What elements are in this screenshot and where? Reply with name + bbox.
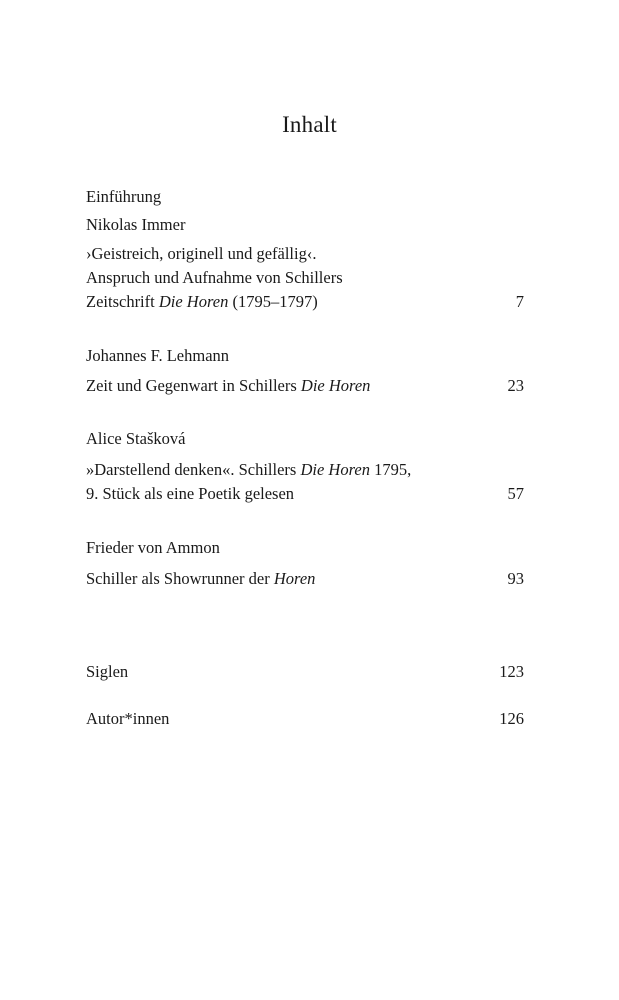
toc-entry-title-line[interactable]: 9. Stück als eine Poetik gelesen bbox=[86, 484, 295, 503]
toc-entry-title-line[interactable] bbox=[86, 375, 370, 397]
title-italic: Horen bbox=[273, 569, 316, 588]
toc-section-label: Einführung bbox=[86, 187, 162, 206]
toc-entry-title-line[interactable]: ›Geistreich, originell und gefällig‹. bbox=[86, 244, 317, 263]
toc-page-number[interactable]: 123 bbox=[499, 662, 524, 681]
toc-author: Nikolas Immer bbox=[86, 215, 186, 234]
toc-entry-title-line[interactable] bbox=[86, 568, 315, 590]
toc-appendix-label[interactable]: Autor*innen bbox=[86, 709, 170, 728]
toc-page-number[interactable]: 126 bbox=[499, 709, 524, 728]
title-italic: Die Horen bbox=[300, 376, 371, 395]
page-title: Inhalt bbox=[282, 112, 337, 137]
toc-author: Alice Stašková bbox=[86, 429, 186, 448]
toc-page-number[interactable]: 93 bbox=[507, 569, 524, 588]
title-text: »Darstellend denken«. Schillers bbox=[86, 460, 301, 479]
title-text: Zeitschrift bbox=[86, 292, 159, 311]
toc-page-number[interactable]: 23 bbox=[507, 376, 524, 395]
toc-author: Frieder von Ammon bbox=[86, 538, 220, 557]
toc-entry-title-line[interactable] bbox=[86, 291, 318, 313]
toc-appendix-label[interactable]: Siglen bbox=[86, 662, 129, 681]
title-text: Zeit und Gegenwart in Schillers bbox=[86, 376, 301, 395]
title-text: Schiller als Showrunner der bbox=[86, 569, 274, 588]
title-italic: Die Horen bbox=[300, 460, 370, 479]
toc-entry-title-line[interactable]: Anspruch und Aufnahme von Schillers bbox=[86, 268, 343, 287]
title-text: (1795–1797) bbox=[228, 292, 318, 311]
toc-page-number[interactable]: 57 bbox=[507, 484, 524, 503]
title-italic: Die Horen bbox=[158, 292, 229, 311]
title-text: 1795, bbox=[369, 460, 412, 479]
toc-author: Johannes F. Lehmann bbox=[86, 346, 230, 365]
toc-page-number[interactable]: 7 bbox=[515, 292, 524, 311]
toc-entry-title-line[interactable] bbox=[86, 459, 411, 481]
